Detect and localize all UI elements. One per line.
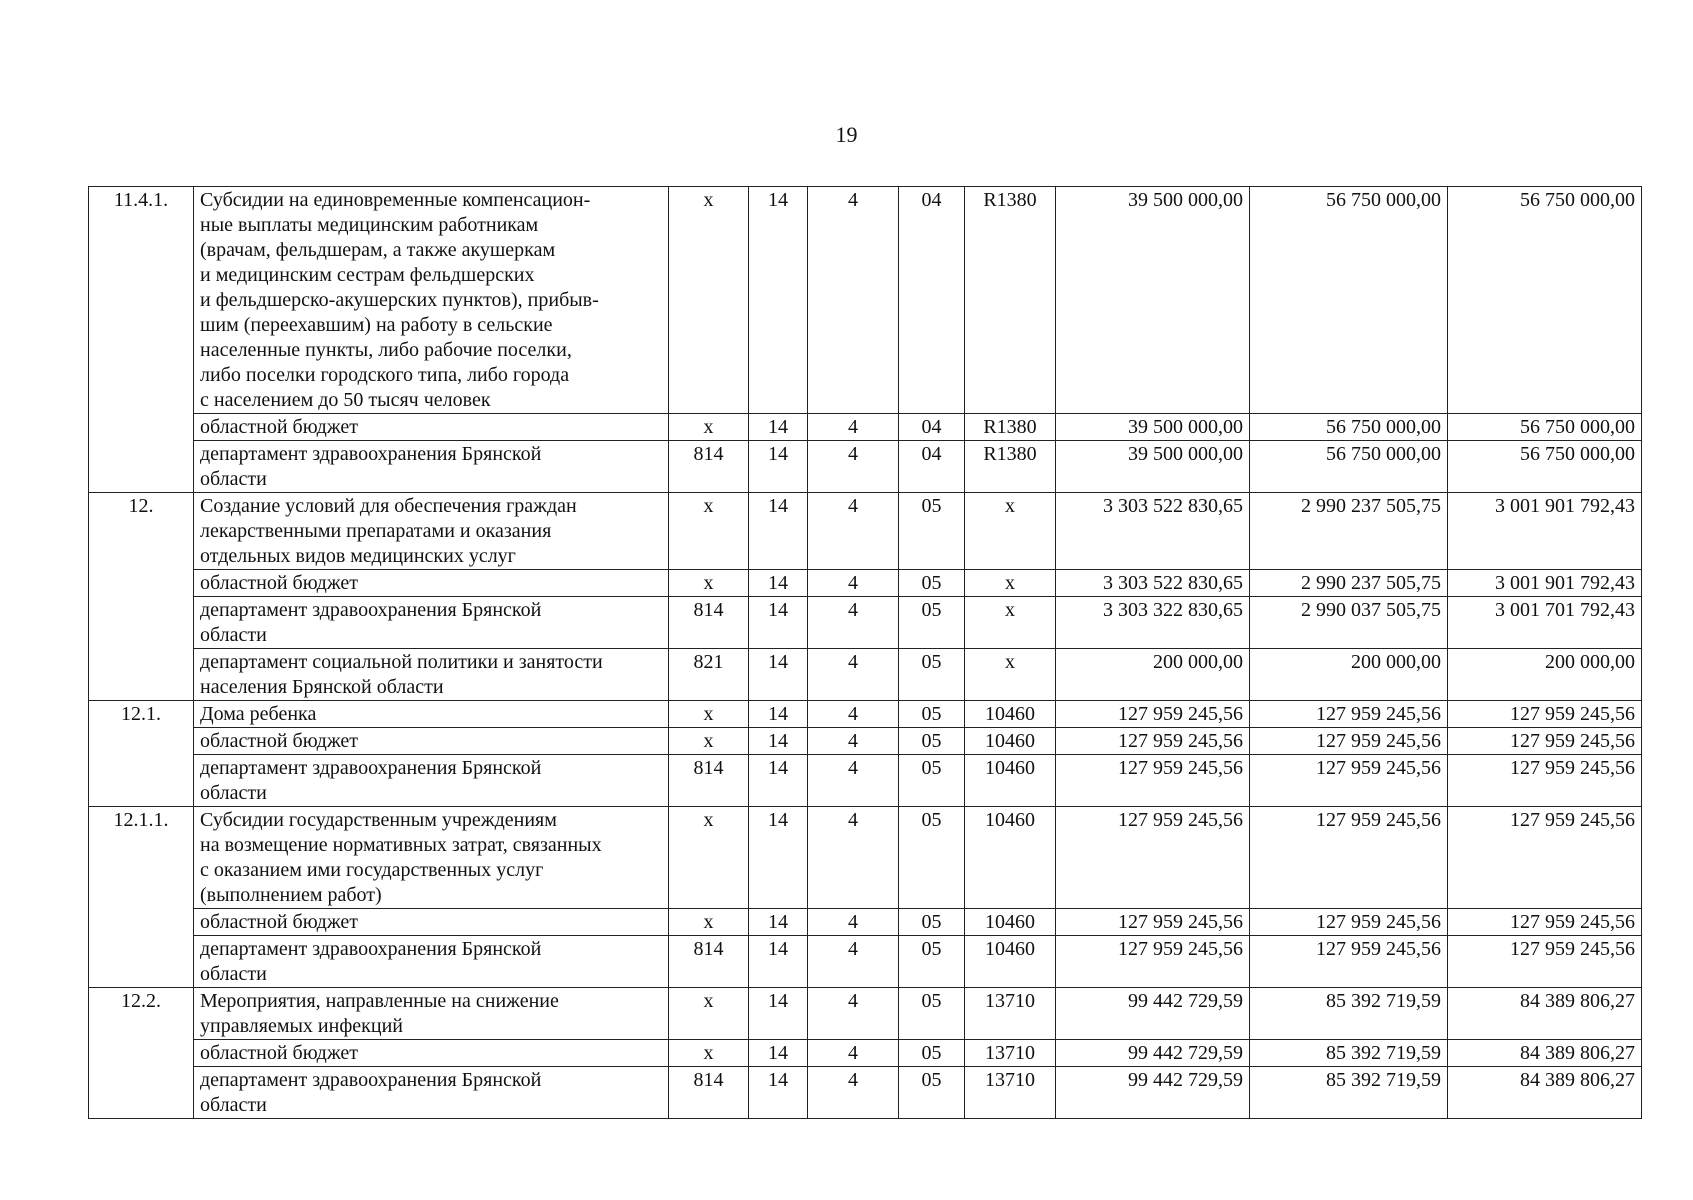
amount-year-1: 3 303 522 830,65 xyxy=(1056,570,1250,597)
table-row xyxy=(89,755,1642,807)
item-number: 12. xyxy=(89,493,194,701)
code-col-1: х xyxy=(669,187,749,414)
amount-year-1: 127 959 245,56 xyxy=(1056,701,1250,728)
item-name: Субсидии на единовременные компенсацион- ные выплаты медицинским работникам (врачам, фельдшерам, а также акушеркам и медицинским сестрам фельдшерских и фельдшерско-акушерских пунктов), прибыв- шим (переехавшим) на работу в сельские населенные пункты, либо рабочие поселки, либо поселки городского типа, либо города с населением до 50 тысяч человек xyxy=(194,187,669,414)
code-col-2: 14 xyxy=(749,988,808,1040)
amount-year-1: 127 959 245,56 xyxy=(1056,909,1250,936)
code-col-5: 10460 xyxy=(965,807,1056,909)
code-col-4: 05 xyxy=(899,909,965,936)
amount-year-3: 127 959 245,56 xyxy=(1448,807,1642,909)
amount-year-2: 56 750 000,00 xyxy=(1250,441,1448,493)
code-col-2: 14 xyxy=(749,807,808,909)
amount-year-3: 127 959 245,56 xyxy=(1448,755,1642,807)
amount-year-2: 2 990 037 505,75 xyxy=(1250,597,1448,649)
code-col-4: 05 xyxy=(899,1067,965,1119)
code-col-3: 4 xyxy=(808,909,899,936)
amount-year-3: 127 959 245,56 xyxy=(1448,701,1642,728)
amount-year-2: 85 392 719,59 xyxy=(1250,1067,1448,1119)
code-col-5: R1380 xyxy=(965,414,1056,441)
amount-year-1: 127 959 245,56 xyxy=(1056,755,1250,807)
item-name: областной бюджет xyxy=(194,1040,669,1067)
table-row xyxy=(89,807,1642,909)
code-col-3: 4 xyxy=(808,649,899,701)
code-col-2: 14 xyxy=(749,728,808,755)
code-col-3: 4 xyxy=(808,1040,899,1067)
amount-year-2: 200 000,00 xyxy=(1250,649,1448,701)
code-col-5: 10460 xyxy=(965,936,1056,988)
code-col-3: 4 xyxy=(808,414,899,441)
table-row xyxy=(89,187,1642,414)
item-number: 12.1. xyxy=(89,701,194,807)
amount-year-2: 85 392 719,59 xyxy=(1250,1040,1448,1067)
code-col-3: 4 xyxy=(808,807,899,909)
code-col-4: 05 xyxy=(899,1040,965,1067)
code-col-1: 821 xyxy=(669,649,749,701)
amount-year-3: 56 750 000,00 xyxy=(1448,187,1642,414)
amount-year-3: 84 389 806,27 xyxy=(1448,1067,1642,1119)
budget-table xyxy=(88,186,1642,1119)
code-col-3: 4 xyxy=(808,187,899,414)
code-col-1: х xyxy=(669,728,749,755)
item-name: областной бюджет xyxy=(194,570,669,597)
code-col-4: 05 xyxy=(899,807,965,909)
code-col-4: 05 xyxy=(899,936,965,988)
code-col-5: 13710 xyxy=(965,1040,1056,1067)
amount-year-1: 3 303 322 830,65 xyxy=(1056,597,1250,649)
table-row xyxy=(89,414,1642,441)
code-col-1: 814 xyxy=(669,597,749,649)
amount-year-3: 127 959 245,56 xyxy=(1448,936,1642,988)
table-row xyxy=(89,728,1642,755)
amount-year-1: 99 442 729,59 xyxy=(1056,1067,1250,1119)
table-row xyxy=(89,597,1642,649)
code-col-2: 14 xyxy=(749,597,808,649)
code-col-4: 05 xyxy=(899,988,965,1040)
code-col-3: 4 xyxy=(808,988,899,1040)
amount-year-3: 84 389 806,27 xyxy=(1448,1040,1642,1067)
code-col-5: R1380 xyxy=(965,187,1056,414)
item-name: департамент здравоохранения Брянской области xyxy=(194,936,669,988)
item-name: областной бюджет xyxy=(194,909,669,936)
table-row xyxy=(89,701,1642,728)
item-name: областной бюджет xyxy=(194,728,669,755)
code-col-2: 14 xyxy=(749,1040,808,1067)
code-col-1: х xyxy=(669,414,749,441)
table-row xyxy=(89,1040,1642,1067)
code-col-1: х xyxy=(669,493,749,570)
amount-year-3: 3 001 901 792,43 xyxy=(1448,493,1642,570)
amount-year-2: 2 990 237 505,75 xyxy=(1250,493,1448,570)
amount-year-2: 56 750 000,00 xyxy=(1250,414,1448,441)
code-col-3: 4 xyxy=(808,597,899,649)
code-col-3: 4 xyxy=(808,493,899,570)
table-row xyxy=(89,988,1642,1040)
code-col-1: 814 xyxy=(669,441,749,493)
code-col-3: 4 xyxy=(808,936,899,988)
code-col-4: 05 xyxy=(899,493,965,570)
code-col-5: 10460 xyxy=(965,755,1056,807)
code-col-2: 14 xyxy=(749,649,808,701)
code-col-5: х xyxy=(965,493,1056,570)
code-col-1: 814 xyxy=(669,1067,749,1119)
code-col-2: 14 xyxy=(749,493,808,570)
item-name: департамент здравоохранения Брянской области xyxy=(194,1067,669,1119)
code-col-2: 14 xyxy=(749,441,808,493)
code-col-5: х xyxy=(965,649,1056,701)
item-name: департамент здравоохранения Брянской области xyxy=(194,441,669,493)
amount-year-1: 39 500 000,00 xyxy=(1056,414,1250,441)
item-name: департамент здравоохранения Брянской области xyxy=(194,755,669,807)
code-col-4: 05 xyxy=(899,728,965,755)
code-col-1: х xyxy=(669,701,749,728)
code-col-2: 14 xyxy=(749,936,808,988)
amount-year-1: 127 959 245,56 xyxy=(1056,728,1250,755)
amount-year-2: 127 959 245,56 xyxy=(1250,807,1448,909)
amount-year-3: 56 750 000,00 xyxy=(1448,414,1642,441)
code-col-5: 10460 xyxy=(965,701,1056,728)
amount-year-2: 127 959 245,56 xyxy=(1250,701,1448,728)
code-col-4: 04 xyxy=(899,441,965,493)
amount-year-1: 99 442 729,59 xyxy=(1056,1040,1250,1067)
amount-year-3: 84 389 806,27 xyxy=(1448,988,1642,1040)
item-number: 12.2. xyxy=(89,988,194,1119)
table-row xyxy=(89,649,1642,701)
table-row xyxy=(89,570,1642,597)
table-row xyxy=(89,493,1642,570)
code-col-2: 14 xyxy=(749,187,808,414)
code-col-1: 814 xyxy=(669,936,749,988)
table-row xyxy=(89,1067,1642,1119)
amount-year-3: 127 959 245,56 xyxy=(1448,728,1642,755)
code-col-1: х xyxy=(669,909,749,936)
amount-year-3: 3 001 701 792,43 xyxy=(1448,597,1642,649)
code-col-4: 05 xyxy=(899,597,965,649)
item-name: департамент социальной политики и занятости населения Брянской области xyxy=(194,649,669,701)
amount-year-3: 127 959 245,56 xyxy=(1448,909,1642,936)
item-name: департамент здравоохранения Брянской области xyxy=(194,597,669,649)
item-number: 11.4.1. xyxy=(89,187,194,493)
code-col-4: 04 xyxy=(899,187,965,414)
amount-year-1: 127 959 245,56 xyxy=(1056,807,1250,909)
amount-year-3: 200 000,00 xyxy=(1448,649,1642,701)
amount-year-2: 127 959 245,56 xyxy=(1250,909,1448,936)
amount-year-1: 39 500 000,00 xyxy=(1056,187,1250,414)
table-body xyxy=(89,187,1642,1119)
code-col-5: R1380 xyxy=(965,441,1056,493)
amount-year-2: 56 750 000,00 xyxy=(1250,187,1448,414)
code-col-2: 14 xyxy=(749,570,808,597)
code-col-3: 4 xyxy=(808,755,899,807)
code-col-4: 05 xyxy=(899,570,965,597)
code-col-4: 05 xyxy=(899,755,965,807)
table-row xyxy=(89,936,1642,988)
code-col-5: 13710 xyxy=(965,988,1056,1040)
code-col-2: 14 xyxy=(749,1067,808,1119)
code-col-1: 814 xyxy=(669,755,749,807)
code-col-3: 4 xyxy=(808,570,899,597)
item-name: областной бюджет xyxy=(194,414,669,441)
code-col-5: 10460 xyxy=(965,909,1056,936)
amount-year-1: 99 442 729,59 xyxy=(1056,988,1250,1040)
page-number: 19 xyxy=(835,122,858,147)
amount-year-1: 127 959 245,56 xyxy=(1056,936,1250,988)
item-name: Мероприятия, направленные на снижение управляемых инфекций xyxy=(194,988,669,1040)
code-col-1: х xyxy=(669,807,749,909)
code-col-3: 4 xyxy=(808,1067,899,1119)
item-name: Субсидии государственным учреждениям на возмещение нормативных затрат, связанных с оказанием ими государственных услуг (выполнением работ) xyxy=(194,807,669,909)
code-col-3: 4 xyxy=(808,701,899,728)
amount-year-2: 2 990 237 505,75 xyxy=(1250,570,1448,597)
code-col-1: х xyxy=(669,1040,749,1067)
code-col-2: 14 xyxy=(749,414,808,441)
code-col-3: 4 xyxy=(808,441,899,493)
amount-year-1: 39 500 000,00 xyxy=(1056,441,1250,493)
code-col-1: х xyxy=(669,570,749,597)
code-col-5: 13710 xyxy=(965,1067,1056,1119)
amount-year-3: 3 001 901 792,43 xyxy=(1448,570,1642,597)
code-col-5: х xyxy=(965,570,1056,597)
item-name: Создание условий для обеспечения граждан лекарственными препаратами и оказания отдельных видов медицинских услуг xyxy=(194,493,669,570)
amount-year-2: 127 959 245,56 xyxy=(1250,936,1448,988)
amount-year-2: 127 959 245,56 xyxy=(1250,728,1448,755)
table-row xyxy=(89,441,1642,493)
amount-year-2: 127 959 245,56 xyxy=(1250,755,1448,807)
amount-year-2: 85 392 719,59 xyxy=(1250,988,1448,1040)
code-col-4: 04 xyxy=(899,414,965,441)
code-col-2: 14 xyxy=(749,755,808,807)
amount-year-1: 200 000,00 xyxy=(1056,649,1250,701)
item-number: 12.1.1. xyxy=(89,807,194,988)
table-row xyxy=(89,909,1642,936)
code-col-2: 14 xyxy=(749,701,808,728)
code-col-3: 4 xyxy=(808,728,899,755)
item-name: Дома ребенка xyxy=(194,701,669,728)
code-col-5: х xyxy=(965,597,1056,649)
code-col-4: 05 xyxy=(899,649,965,701)
code-col-1: х xyxy=(669,988,749,1040)
amount-year-1: 3 303 522 830,65 xyxy=(1056,493,1250,570)
code-col-4: 05 xyxy=(899,701,965,728)
amount-year-3: 56 750 000,00 xyxy=(1448,441,1642,493)
code-col-5: 10460 xyxy=(965,728,1056,755)
code-col-2: 14 xyxy=(749,909,808,936)
